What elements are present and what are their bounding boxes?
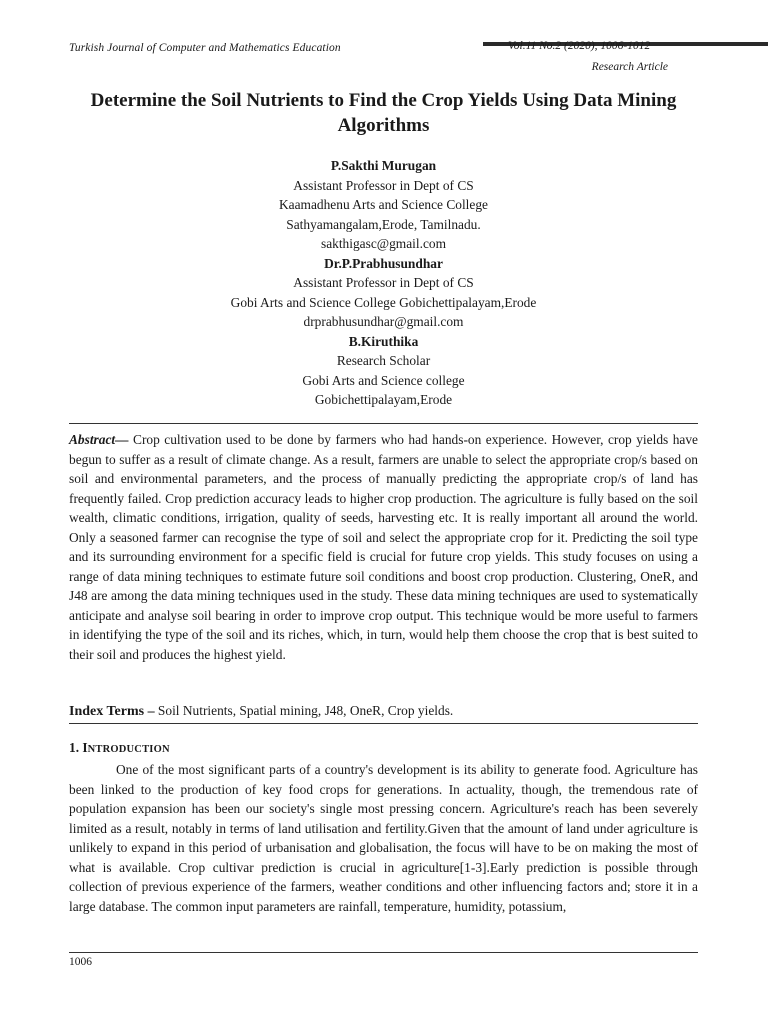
author-affiliation-line: Assistant Professor in Dept of CS	[293, 177, 474, 193]
section-title-initial: I	[82, 740, 88, 755]
introduction-paragraph: One of the most significant parts of a country's development is its ability to generate food. Agriculture has been linked to the production of key food crops for generations. In actuality, though, the tremendous rate of population expansion has been our society's single most pressing concern. Agriculture's reach has been severely limited as a result, notably in terms of land utilisation and fertility.Given that the amount of land under agriculture is unlikely to expand in this period of urbanisation and globalisation, the focus will have to be on making the most of what is available. Crop cultivar prediction is crucial in agriculture[1-3].Early prediction is possible through collection of previous experience of the farmers, weather conditions and other influencing factors and; store it in a large database. The common input parameters are rainfall, temperature, humidity, potassium,	[69, 762, 698, 914]
section-number: 1.	[69, 740, 83, 755]
author-affiliation-line: Kaamadhenu Arts and Science College	[279, 197, 488, 212]
abstract	[69, 430, 698, 664]
index-terms-text: Soil Nutrients, Spatial mining, J48, OneR, Crop yields.	[154, 703, 454, 718]
author-2	[69, 254, 698, 332]
index-terms-label: Index Terms –	[69, 704, 155, 719]
author-1	[69, 156, 698, 254]
section-title-rest: NTRODUCTION	[87, 744, 170, 755]
author-affiliation-line: Gobi Arts and Science College Gobichettipalayam,Erode	[230, 294, 537, 310]
abstract-top-rule	[69, 423, 698, 424]
section-heading-introduction	[69, 740, 170, 756]
abstract-bottom-rule	[69, 723, 698, 724]
author-email: sakthigasc@gmail.com	[320, 236, 446, 251]
volume-info: Vol.11 No.2 (2020), 1006-1012	[508, 40, 651, 52]
author-name: B.Kiruthika	[348, 333, 419, 349]
abstract-text: Crop cultivation used to be done by farmers who had hands-on experience. However, crop yields have begun to suffer as a result of climate change. As a result, farmers are unable to select the appropriate crop/s based on soil and environmental parameters, and the process of manually predicting the appropriate crop/s of land has frequently failed. Crop prediction accuracy leads to higher crop production. The agriculture is fully based on the soil wealth, climatic conditions, irrigation, quality of seeds, harvesting etc. It is really important all around the world. Only a seasoned farmer can recognise the type of soil and select the appropriate crop for it. Predicting the soil type and its surrounding environment for a specific field is crucial for future crop yields. This study focuses on using a range of data mining techniques to estimate future soil conditions and boost crop production. Clustering, OneR, and J48 are among the data mining techniques used in the study. These data mining techniques are used to systematically anticipate and analyse soil bearing in order to improve crop output. This technique would be more useful to farmers in identifying the type of the soil and its riches, which, in turn, would help them choose the crop that is best suited to their soil and produces the highest yield.	[69, 432, 698, 662]
author-name: P.Sakthi Murugan	[330, 158, 437, 173]
article-type: Research Article	[591, 61, 668, 73]
author-affiliation-line: Gobichettipalayam,Erode	[314, 392, 453, 407]
page-number: 1006	[69, 956, 92, 968]
author-affiliation-line: Sathyamangalam,Erode, Tamilnadu.	[286, 216, 481, 232]
author-name: Dr.P.Prabhusundhar	[324, 255, 443, 271]
journal-name: Turkish Journal of Computer and Mathematics Education	[69, 42, 341, 54]
author-affiliation-line: Gobi Arts and Science college	[302, 372, 465, 388]
author-3	[69, 332, 698, 410]
abstract-label: Abstract—	[69, 432, 129, 447]
author-affiliation-line: Assistant Professor in Dept of CS	[293, 275, 474, 290]
footer-rule	[69, 952, 698, 953]
author-block	[69, 156, 698, 410]
index-terms	[69, 701, 698, 722]
author-affiliation-line: Research Scholar	[336, 353, 431, 368]
author-email: drprabhusundhar@gmail.com	[303, 314, 464, 329]
paper-title: Determine the Soil Nutrients to Find the Crop Yields Using Data Mining Algorithms	[90, 90, 677, 136]
